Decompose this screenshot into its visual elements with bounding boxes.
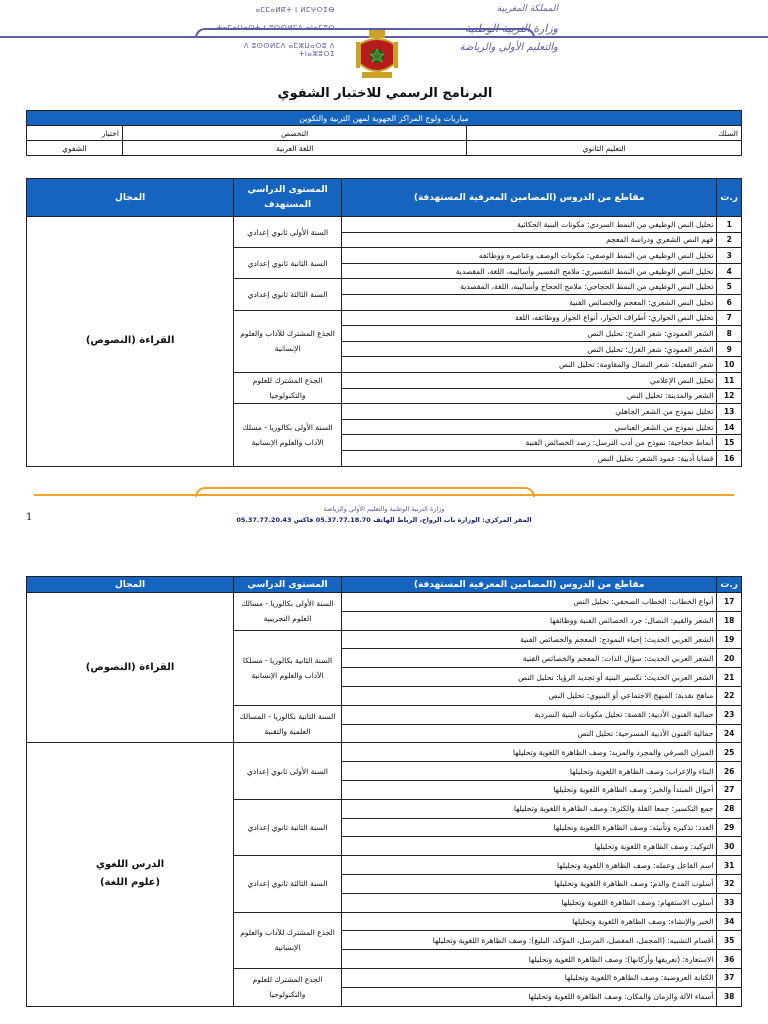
row-number: 8 [717,326,742,342]
domain-cell-language [27,743,234,1006]
row-content: تحليل النص الوظيفي من النمط الحجاجي: ملامح الحجاج وأساليبه، اللغة، المقصدية [341,279,716,295]
domain-language-title: الدرس اللغوي [95,859,165,871]
row-number: 27 [717,780,742,799]
header-arabic-line: المملكة المغربية [496,4,558,14]
page-number: 1 [26,512,33,523]
footer-address: المقر المركزي: الوزارة باب الرواح، الرباط الهاتف 05.37.77.18.70 فاكس 05.37.77.20.43 [236,516,532,524]
header-text: مقاطع من الدروس (المضامين المعرفية المستهدفة) [341,577,716,593]
domain-cell: القراءة (النصوص) [27,593,234,743]
row-content: الشعر والمدينة: تحليل النص [341,388,716,404]
row-content: الخبر والإنشاء: وصف الظاهرة اللغوية وتحليلها [341,912,716,931]
row-content: جمالية الفنون الأدبية المسرحية: تحليل النص [341,724,716,743]
header-text: مقاطع من الدروس (المضامين المعرفية المستهدفة) [341,179,716,217]
document-title: البرنامج الرسمي للاختبار الشفوي [277,86,493,101]
row-content: الاستعارة: (تعريفها وأركانها): وصف الظاهرة اللغوية وتحليلها [341,950,716,969]
header-arabic-line: وزارة التربية الوطنية [464,22,558,35]
row-number: 25 [717,743,742,762]
domain-cell: القراءة (النصوص) [27,217,234,467]
row-number: 11 [717,372,742,388]
row-number: 23 [717,705,742,724]
cycle-value: التعليم الثانوي [467,141,742,156]
row-content: قضايا أدبية: عمود الشعر: تحليل النص [341,450,716,466]
row-number: 26 [717,762,742,781]
coat-of-arms-icon [354,30,400,80]
header-num: ر.ت [717,179,742,217]
row-content: مناهج نقدية: المنهج الاجتماعي أو البنيوي: تحليل النص [341,686,716,705]
row-content: تحليل النص الوظيفي من النمط السردي: مكونات البنية الحكائية [341,217,716,233]
row-content: أسماء الآلة والزمان والمكان: وصف الظاهرة اللغوية وتحليلها [341,987,716,1006]
row-content: أقسام التشبيه: (المجمل، المفصل، المرسل، المؤكد، البليغ): وصف الظاهرة اللغوية وتحليلها [341,931,716,950]
row-content: تحليل النص الإعلامي [341,372,716,388]
row-number: 19 [717,630,742,649]
header-arabic-line: والتعليم الأولي والرياضة [459,42,558,53]
row-number: 3 [717,248,742,264]
spec-value: اللغة العربية [122,141,466,156]
level-cell: السنة الأولى بكالوريا - مسالك العلوم التجريبية [234,593,342,631]
row-number: 1 [717,217,742,233]
row-number: 31 [717,856,742,875]
level-cell: السنة الثانية ثانوي إعدادي [234,799,342,855]
row-content: العدد: تذكيره وتأنيثه: وصف الظاهرة اللغوية وتحليلها [341,818,716,837]
test-value: الشفوي [27,141,123,156]
row-content: أحوال المبتدأ والخبر: وصف الظاهرة اللغوية وتحليلها [341,780,716,799]
level-cell: الجذع المشترك للعلوم والتكنولوجيا [234,968,342,1006]
level-cell: السنة الأولى ثانوي إعدادي [234,743,342,799]
row-content: الشعر العمودي: شعر المدح: تحليل النص [341,326,716,342]
row-number: 21 [717,668,742,687]
test-label: اختبار [27,126,123,141]
domain-language-subtitle: (علوم اللغة) [99,877,161,889]
row-content: أسلوب الاستفهام: وصف الظاهرة اللغوية وتحليلها [341,893,716,912]
footer-rule-curve [195,487,535,497]
row-content: الشعر العربي الحديث: سؤال الذات: المعجم والخصائص الفنية [341,649,716,668]
row-content: تحليل نموذج من الشعر الجاهلي [341,404,716,420]
row-content: أسلوب المدح والذم: وصف الظاهرة اللغوية وتحليلها [341,874,716,893]
row-number: 22 [717,686,742,705]
row-content: شعر التفعيلة: شعر النضال والمقاومة: تحليل النص [341,357,716,373]
info-banner: مباريات ولوج المراكز الجهوية لمهن التربية والتكوين [27,111,742,126]
row-number: 36 [717,950,742,969]
row-content: جمع التكسير: جمعا القلة والكثرة: وصف الظاهرة اللغوية وتحليلها [341,799,716,818]
header-tifinagh-line: ⵜⴰⵎⴰⵡⴰⵙⵜ ⵏ ⵓⵙⵙⵍⵎⴷ ⴰⵏⴰⵎⵓⵔ [216,24,335,32]
level-cell: السنة الثانية بكالوريا - المسالك العلمية والتقنية [234,705,342,743]
row-content: تحليل النص الوظيفي من النمط الوصفي: مكونات الوصف وعناصره ووظائفه [341,248,716,264]
row-number: 30 [717,837,742,856]
row-number: 15 [717,435,742,451]
table-row [27,593,742,612]
row-number: 13 [717,404,742,420]
row-content: اسم الفاعل وعمله: وصف الظاهرة اللغوية وتحليلها [341,856,716,875]
row-number: 16 [717,450,742,466]
row-number: 6 [717,294,742,310]
row-content: فهم النص الشعري ودراسة المعجم [341,232,716,248]
header-num: ر.ت [717,577,742,593]
header-domain: المجال [27,577,234,593]
row-number: 9 [717,341,742,357]
row-number: 34 [717,912,742,931]
row-number: 38 [717,987,742,1006]
row-number: 10 [717,357,742,373]
row-content: الشعر العربي الحديث: إحياء النموذج: المعجم والخصائص الفنية [341,630,716,649]
level-cell: السنة الثانية ثانوي إعدادي [234,248,342,279]
row-number: 12 [717,388,742,404]
row-number: 20 [717,649,742,668]
row-number: 14 [717,419,742,435]
row-content: تحليل نموذج من الشعر العباسي [341,419,716,435]
level-cell: السنة الأولى ثانوي إعدادي [234,217,342,248]
spec-label: التخصص [122,126,466,141]
header-level: المستوى الدراسي [234,577,342,593]
table-row [27,217,742,233]
cycle-label: السلك [467,126,742,141]
row-content: الكتابة العروضية: وصف الظاهرة اللغوية وتحليلها [341,968,716,987]
header-level: المستوى الدراسي المستهدف [234,179,342,217]
row-number: 24 [717,724,742,743]
program-table-part1 [26,178,742,467]
row-number: 29 [717,818,742,837]
row-content: تحليل النص الشعري: المعجم والخصائص الفنية [341,294,716,310]
row-content: الشعر العربي الحديث: تكسير البنية أو تجديد الرؤيا: تحليل النص [341,668,716,687]
level-cell: الجذع المشترك للآداب والعلوم الإنسانية [234,310,342,372]
program-table-part2 [26,576,742,1007]
row-number: 2 [717,232,742,248]
row-content: التوكيد: وصف الظاهرة اللغوية وتحليلها [341,837,716,856]
header-domain: المجال [27,179,234,217]
level-cell: الجذع المشترك للعلوم والتكنولوجيا [234,372,342,403]
level-cell: السنة الثالثة ثانوي إعدادي [234,279,342,310]
row-content: تحليل النص الوظيفي من النمط التفسيري: ملامح التفسير وأساليبه، اللغة، المقصدية [341,263,716,279]
row-content: جمالية الفنون الأدبية: القصة: تحليل مكونات البنية السردية [341,705,716,724]
level-cell: الجذع المشترك للآداب والعلوم الإنسانية [234,912,342,968]
row-number: 37 [717,968,742,987]
row-number: 32 [717,874,742,893]
row-number: 28 [717,799,742,818]
row-content: الشعر العمودي: شعر الغزل: تحليل النص [341,341,716,357]
row-number: 33 [717,893,742,912]
header-tifinagh-line: ⴷ ⵓⵙⵙⵍⵎⴷ ⴰⵎⵣⵡⴰⵔⵓ ⴷ ⵜⵏⴰⵣⵓⵔⵉ [243,42,335,58]
level-cell: السنة الأولى بكالوريا - مسلك الآداب والعلوم الإنسانية [234,404,342,466]
row-number: 17 [717,593,742,612]
row-number: 18 [717,611,742,630]
row-content: الميزان الصرفي والمجرد والمزيد: وصف الظاهرة اللغوية وتحليلها [341,743,716,762]
row-content: البناء والإعراب: وصف الظاهرة اللغوية وتحليلها [341,762,716,781]
row-content: أنواع الخطاب: الخطاب الصحفي: تحليل النص [341,593,716,612]
row-content: تحليل النص الحواري: أطراف الحوار، أنواع الحوار ووظائفه، اللغة [341,310,716,326]
row-content: الشعر والقيم: النضال: جرد الخصائص الفنية ووظائفها [341,611,716,630]
row-content: أنماط حجاجية: نموذج من أدب الترسل: رصد الخصائص الفنية [341,435,716,451]
row-number: 7 [717,310,742,326]
row-number: 35 [717,931,742,950]
footer-ministry: وزارة التربية الوطنية والتعليم الأولي والرياضة [323,505,445,513]
level-cell: السنة الثانية بكالوريا - مسلكا الآداب والعلوم الإنسانية [234,630,342,705]
row-number: 5 [717,279,742,295]
table-row [27,743,742,762]
exam-info-table [26,110,742,156]
header-tifinagh-line: ⴰⵎⵎⴰⵍⴽⵜ ⵏ ⵍⵎⵖⵔⵉⴱ [255,6,335,14]
level-cell: السنة الثالثة ثانوي إعدادي [234,856,342,912]
row-number: 4 [717,263,742,279]
